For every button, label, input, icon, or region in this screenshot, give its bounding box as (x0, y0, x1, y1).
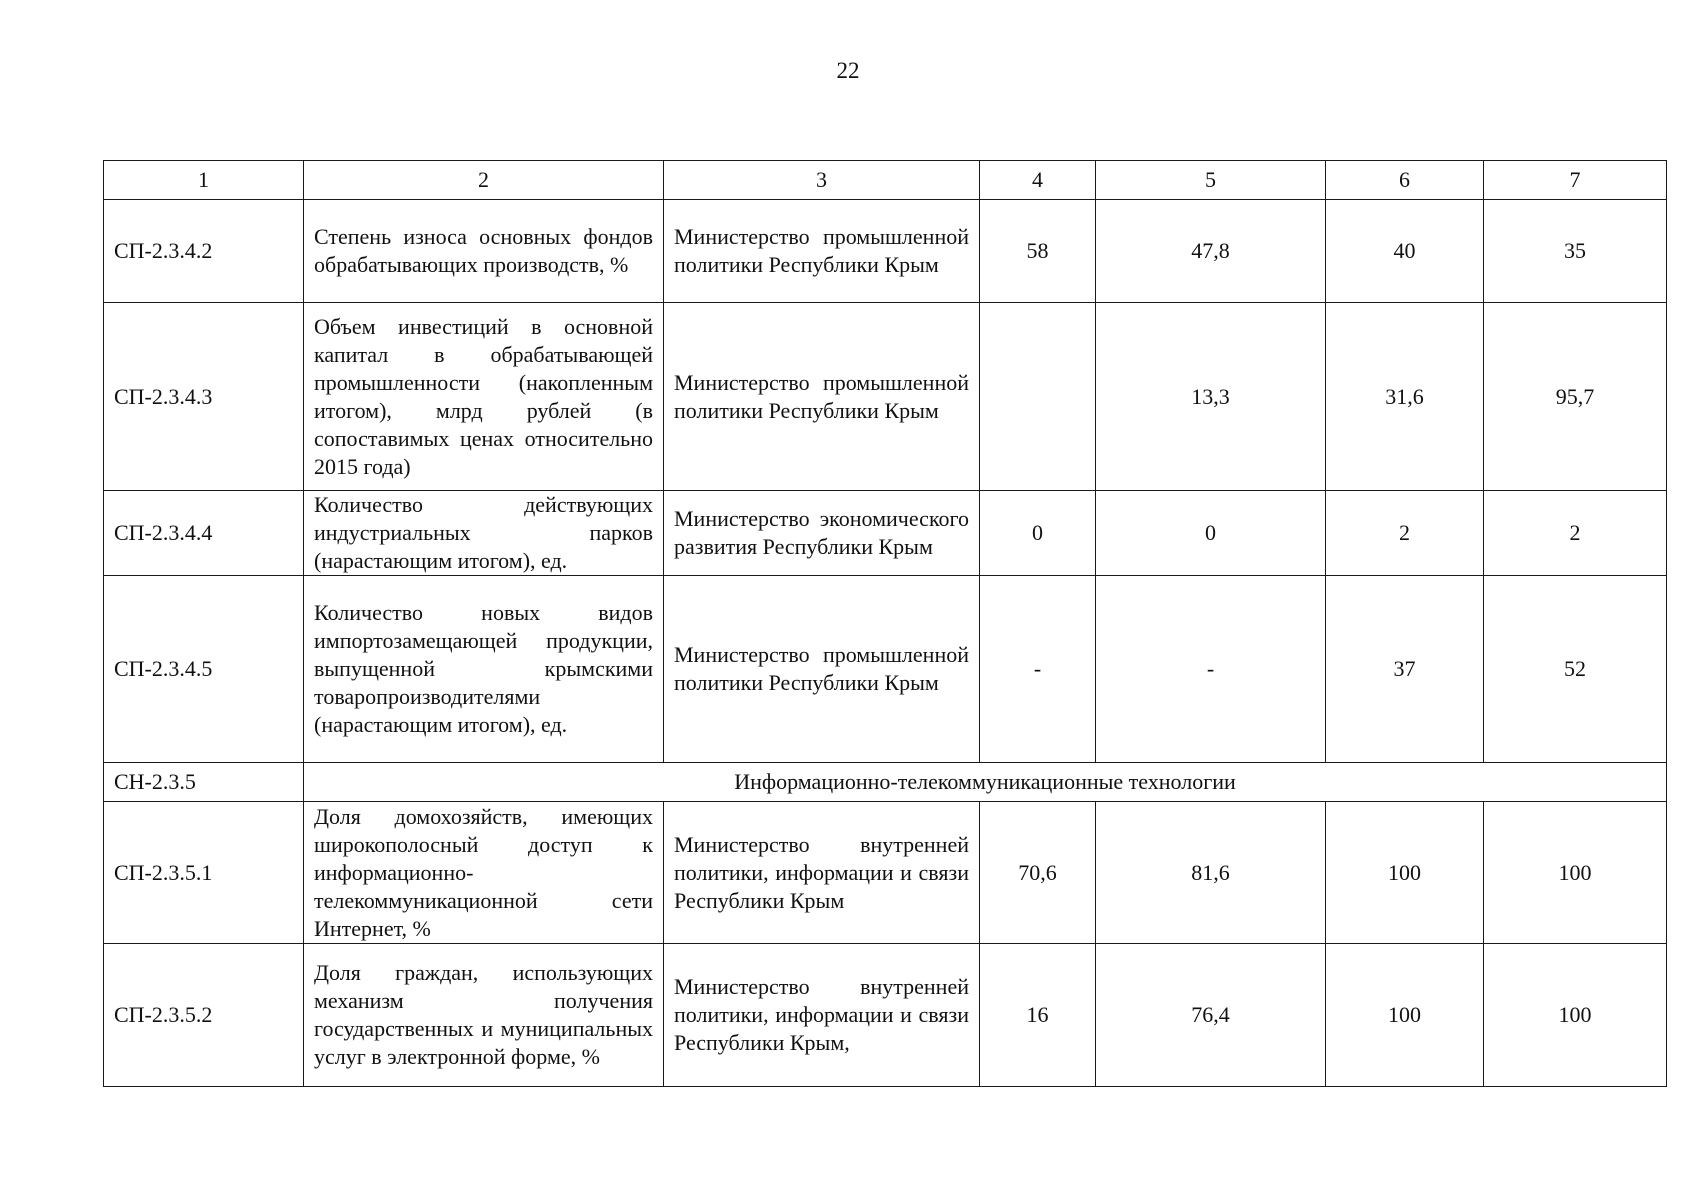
header-cell: 7 (1484, 161, 1667, 200)
value-col5: 47,8 (1096, 200, 1326, 303)
indicator-code: СП-2.3.5.1 (104, 802, 304, 944)
header-cell: 6 (1326, 161, 1484, 200)
value-col5: - (1096, 576, 1326, 763)
indicator-name: Доля граждан, использующих механизм получения государственных и муниципальных услуг в электронной форме, % (304, 944, 664, 1087)
value-col4 (980, 303, 1096, 491)
indicator-code: СП-2.3.4.2 (104, 200, 304, 303)
value-col4: 70,6 (980, 802, 1096, 944)
indicator-code: СП-2.3.4.4 (104, 491, 304, 576)
value-col6: 2 (1326, 491, 1484, 576)
indicator-code: СП-2.3.4.5 (104, 576, 304, 763)
indicator-code: СП-2.3.5.2 (104, 944, 304, 1087)
responsible-body: Министерство промышленной политики Республики Крым (664, 576, 980, 763)
responsible-body: Министерство внутренней политики, информации и связи Республики Крым, (664, 944, 980, 1087)
indicator-code: СП-2.3.4.3 (104, 303, 304, 491)
indicators-table (103, 160, 1667, 1087)
section-title: Информационно-телекоммуникационные технологии (304, 763, 1667, 802)
table-header-row (104, 161, 1667, 200)
table-row (104, 200, 1667, 303)
value-col5: 13,3 (1096, 303, 1326, 491)
responsible-body: Министерство экономического развития Республики Крым (664, 491, 980, 576)
value-col5: 81,6 (1096, 802, 1326, 944)
section-code: СН-2.3.5 (104, 763, 304, 802)
value-col4: 16 (980, 944, 1096, 1087)
header-cell: 3 (664, 161, 980, 200)
value-col6: 100 (1326, 944, 1484, 1087)
section-row (104, 763, 1667, 802)
value-col5: 0 (1096, 491, 1326, 576)
table-row (104, 802, 1667, 944)
value-col7: 2 (1484, 491, 1667, 576)
table-row (104, 491, 1667, 576)
value-col7: 100 (1484, 944, 1667, 1087)
value-col6: 40 (1326, 200, 1484, 303)
indicator-name: Степень износа основных фондов обрабатывающих производств, % (304, 200, 664, 303)
value-col5: 76,4 (1096, 944, 1326, 1087)
value-col4: 58 (980, 200, 1096, 303)
indicator-name: Количество действующих индустриальных парков (нарастающим итогом), ед. (304, 491, 664, 576)
table-row (104, 303, 1667, 491)
value-col7: 35 (1484, 200, 1667, 303)
value-col6: 37 (1326, 576, 1484, 763)
header-cell: 5 (1096, 161, 1326, 200)
value-col6: 31,6 (1326, 303, 1484, 491)
table-row (104, 576, 1667, 763)
header-cell: 2 (304, 161, 664, 200)
value-col4: - (980, 576, 1096, 763)
header-cell: 4 (980, 161, 1096, 200)
page-number: 22 (836, 58, 860, 83)
responsible-body: Министерство промышленной политики Республики Крым (664, 303, 980, 491)
header-cell: 1 (104, 161, 304, 200)
value-col7: 52 (1484, 576, 1667, 763)
indicator-name: Объем инвестиций в основной капитал в обрабатывающей промышленности (накопленным итогом), млрд рублей (в сопоставимых ценах относительно 2015 года) (304, 303, 664, 491)
value-col4: 0 (980, 491, 1096, 576)
responsible-body: Министерство внутренней политики, информации и связи Республики Крым (664, 802, 980, 944)
value-col7: 95,7 (1484, 303, 1667, 491)
value-col6: 100 (1326, 802, 1484, 944)
indicator-name: Доля домохозяйств, имеющих широкополосный доступ к информационно-телекоммуникационной сети Интернет, % (304, 802, 664, 944)
indicator-name: Количество новых видов импортозамещающей продукции, выпущенной крымскими товаропроизводителями (нарастающим итогом), ед. (304, 576, 664, 763)
responsible-body: Министерство промышленной политики Республики Крым (664, 200, 980, 303)
table-row (104, 944, 1667, 1087)
value-col7: 100 (1484, 802, 1667, 944)
